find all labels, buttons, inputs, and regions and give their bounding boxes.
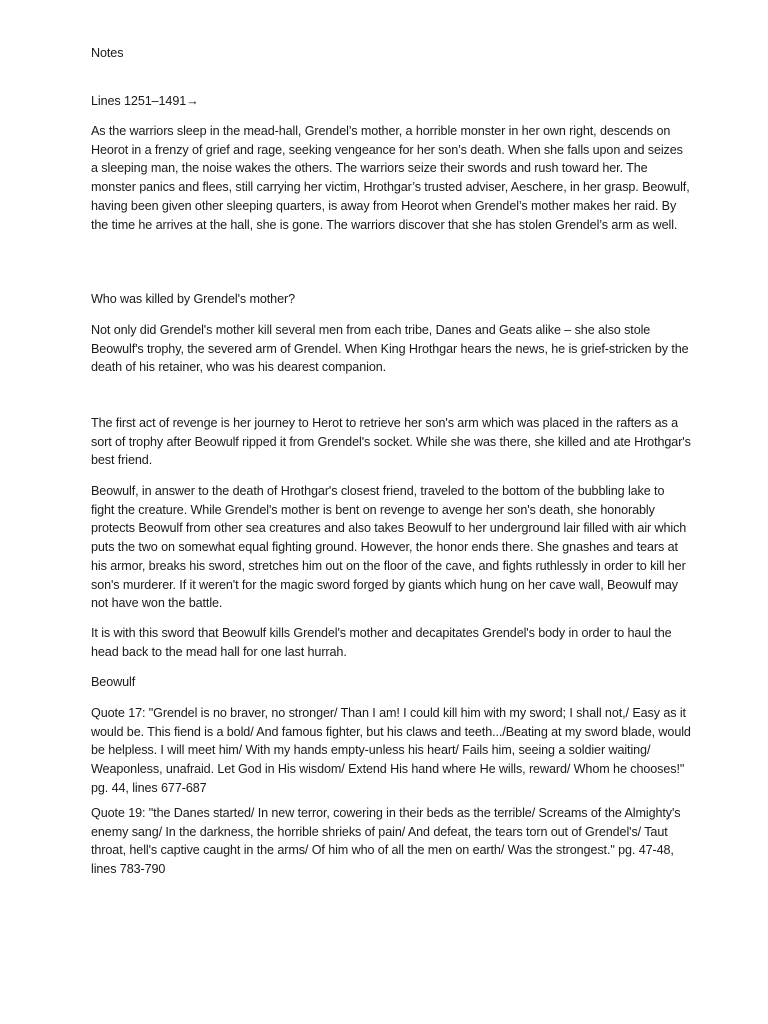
revenge-paragraph: The first act of revenge is her journey to Herot to retrieve her son's arm which was placed in the rafters as a sort of trophy after Beowulf ripped it from Grendel's socket. While she was there, she killed and ate Hrothgar's best friend. (91, 416, 691, 468)
beowulf-section-title: Beowulf (91, 675, 136, 689)
sword-paragraph: It is with this sword that Beowulf kills Grendel's mother and decapitates Grendel's body in order to haul the head back to the mead hall for one last hurrah. (91, 626, 672, 659)
answer-paragraph: Not only did Grendel's mother kill several men from each tribe, Danes and Geats alike – she also stole Beowulf's trophy, the severed arm of Grendel. When King Hrothgar hears the news, he is grief-stricken by the death of his retainer, who was his dearest companion. (91, 323, 689, 375)
question-heading: Who was killed by Grendel's mother? (91, 292, 295, 306)
notes-heading: Notes (91, 46, 124, 60)
battle-paragraph: Beowulf, in answer to the death of Hrothgar's closest friend, traveled to the bottom of the bubbling lake to fight the creature. While Grendel's mother is bent on revenge to avenge her son's death, she honorably protects Beowulf from other sea creatures and also takes Beowulf to her underground lair filled with air which puts the two on somewhat equal fighting ground. However, the honor ends there. She gnashes and tears at his armor, breaks his sword, stretches him out on the floor of the cave, and fights ruthlessly in order to kill her son's murderer. If it weren't for the magic sword forged by giants which hung on her cave wall, Beowulf may not have won the battle. (91, 484, 687, 611)
summary-paragraph: As the warriors sleep in the mead-hall, Grendel’s mother, a horrible monster in her own right, descends on Heorot in a frenzy of grief and rage, seeking vengeance for her son’s death. When she falls upon and seizes a sleeping man, the noise wakes the others. The warriors seize their swords and rush toward her. The monster panics and flees, still carrying her victim, Hrothgar’s trusted adviser, Aeschere, in her grasp. Beowulf, having been given other sleeping quarters, is away from Heorot when Grendel’s mother makes her raid. By the time he arrives at the hall, she is gone. The warriors discover that she has stolen Grendel’s arm as well. (91, 124, 690, 232)
lines-reference: Lines 1251–1491→ (91, 94, 199, 108)
quote-19: Quote 19: "the Danes started/ In new terror, cowering in their beds as the terrible/ Screams of the Almighty's enemy sang/ In the darkness, the horrible shrieks of pain/ And defeat, the tears torn out of Grendel's/ Taut throat, hell's captive caught in the arms/ Of him who of all the men on earth/ Was the strongest." pg. 47-48, lines 783-790 (91, 806, 681, 877)
quote-17: Quote 17: "Grendel is no braver, no stronger/ Than I am! I could kill him with my sword; I shall not,/ Easy as it would be. This fiend is a bold/ And famous fighter, but his claws and teeth.../Beating at my sword blade, would be helpless. I will meet him/ With my hands empty-unless his heart/ Fails him, seeing a soldier waiting/ Weaponless, unafraid. Let God in His wisdom/ Extend His hand where He wills, reward/ Whom he chooses!" pg. 44, lines 677-687 (91, 706, 691, 795)
